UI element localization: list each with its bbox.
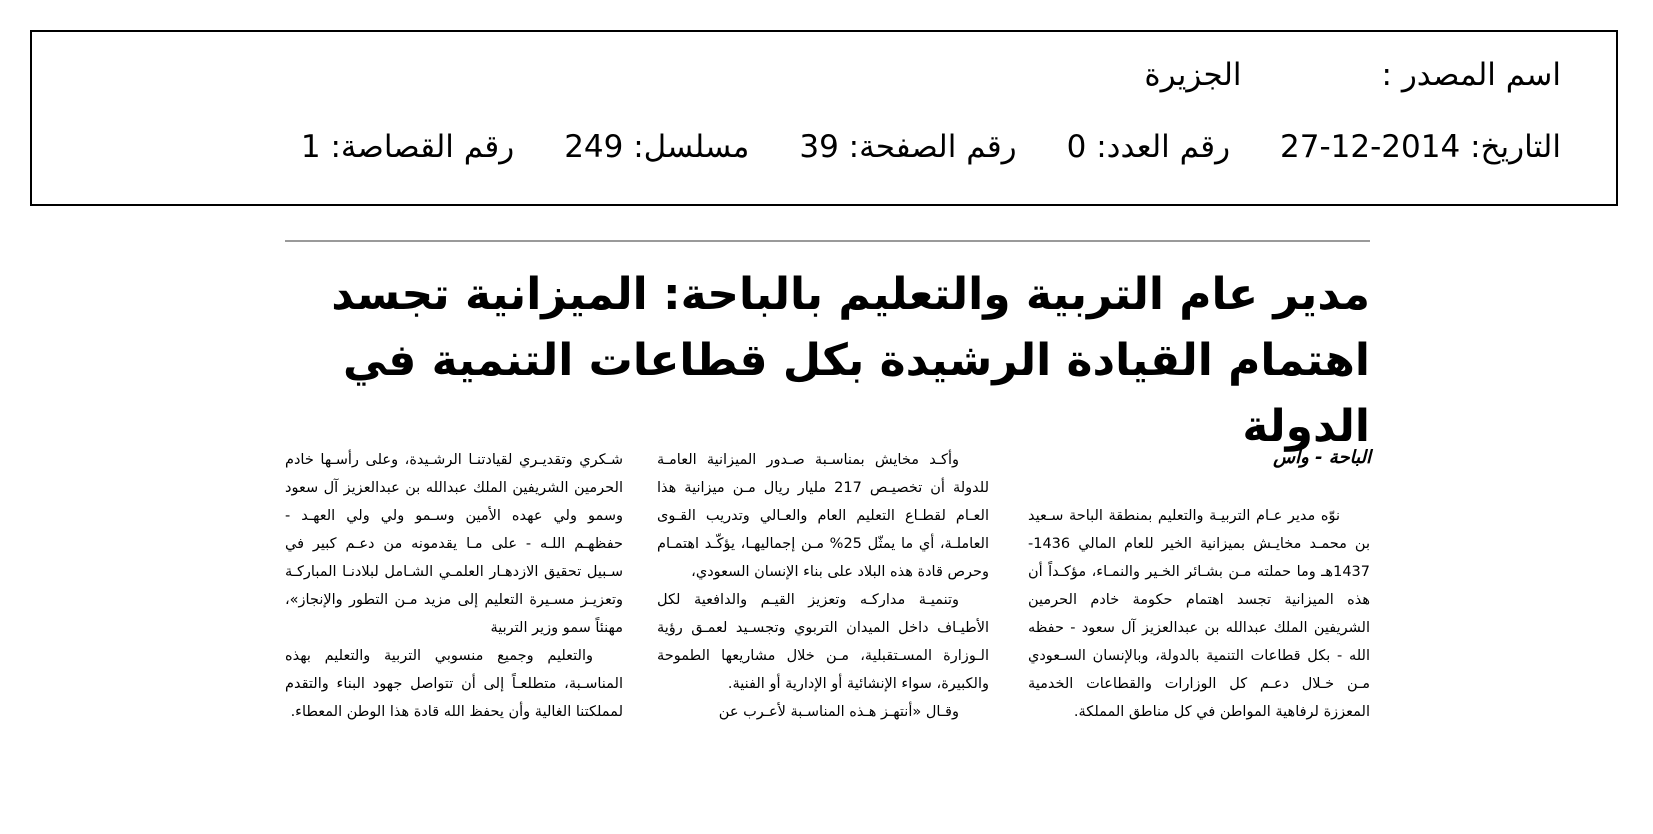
article-byline: الباحة - واس [1273,447,1371,468]
issue-label: رقم العدد: [1096,129,1231,165]
serial-label: مسلسل: [633,129,750,165]
date-value: 27-12-2014 [1280,129,1461,165]
paragraph: والتعليم وجميع منسوبي التربية والتعليم بهذه المناسـبة، متطلعـاً إلى أن تتواصل جهود البناء والتقدم لمملكتنا الغالية وأن يحفظ الله قادة هذا الوطن المعطاء. [285,648,623,720]
clip-value: 1 [300,129,321,165]
clipping-info-box [30,30,1618,206]
serial-value: 249 [564,129,624,165]
article-headline: مدير عام التربية والتعليم بالباحة: الميزانية تجسد اهتمام القيادة الرشيدة بكل قطاعات التنمية في الدولة [331,269,1370,452]
paragraph: وأكـد مخايش بمناسـبة صـدور الميزانية العامـة للدولة أن تخصيـص 217 مليار ريال مـن ميزانية هذا العـام لقطـاع التعليم العام والعـالي وتدريب القـوى العاملـة، أي ما يمثّل 25% مـن إجماليهـا، يؤكّـد اهتمـام وحرص قادة هذه البلاد على بناء الإنسان السعودي، [657,452,990,580]
source-value: الجزيرة [1144,57,1242,93]
page-label: رقم الصفحة: [848,129,1017,165]
article-column-2 [657,446,989,726]
article-column-1 [1028,502,1370,726]
paragraph: وتنميـة مداركـه وتعزيز القيـم والدافعية لكل الأطيـاف داخل الميدان التربوي وتجسـيد لعمـق رؤية الـوزارة المسـتقبلية، مـن خلال مشاريعها الطموحة والكبيرة، سواء الإنشائية أو الإدارية أو الفنية. [657,592,989,692]
date-label: التاريخ: [1470,129,1561,165]
details-line [300,129,1561,165]
article-column-3 [285,446,623,726]
separator-rule [285,240,1370,242]
clip-label: رقم القصاصة: [330,129,515,165]
page-value: 39 [799,129,839,165]
source-line [1144,57,1561,93]
paragraph: نوّه مدير عـام التربيـة والتعليم بمنطقة الباحة سـعيد بن محمـد مخايـش بميزانية الخير للعام المالي 1436-1437هـ وما حملته مـن بشـائر الخـير والنمـاء، مؤكـداً أن هذه الميزانية تجسد اهتمام حكومة خادم الحرمين الشريفين الملك عبدالله بن عبدالعزيز آل سعود - حفظه الله - بكل قطاعات التنمية بالدولة، وبالإنسان السـعودي مـن خـلال دعـم كل الوزارات والقطاعات الخدمية المعززة لرفاهية المواطن في كل مناطق المملكة. [1028,508,1370,720]
source-label: اسم المصدر : [1381,57,1561,93]
paragraph: شـكري وتقديـري لقيادتنـا الرشـيدة، وعلى رأسـها خادم الحرمين الشريفين الملك عبدالله بن عبدالعزيز آل سعود وسمو ولي عهده الأمين وسـمو ولي ولي العهـد - حفظهـم اللـه - على مـا يقدمونه من دعـم كبير في سـبيل تحقيق الازدهـار العلمـي الشـامل لبلادنـا المباركـة وتعزيـز مسـيرة التعليم إلى مزيد مـن التطور والإنجاز»، مهنئاً سمو وزير التربية [285,452,623,636]
paragraph: وقـال «أنتهـز هـذه المناسـبة لأعـرب عن [718,704,959,720]
issue-value: 0 [1066,129,1087,165]
